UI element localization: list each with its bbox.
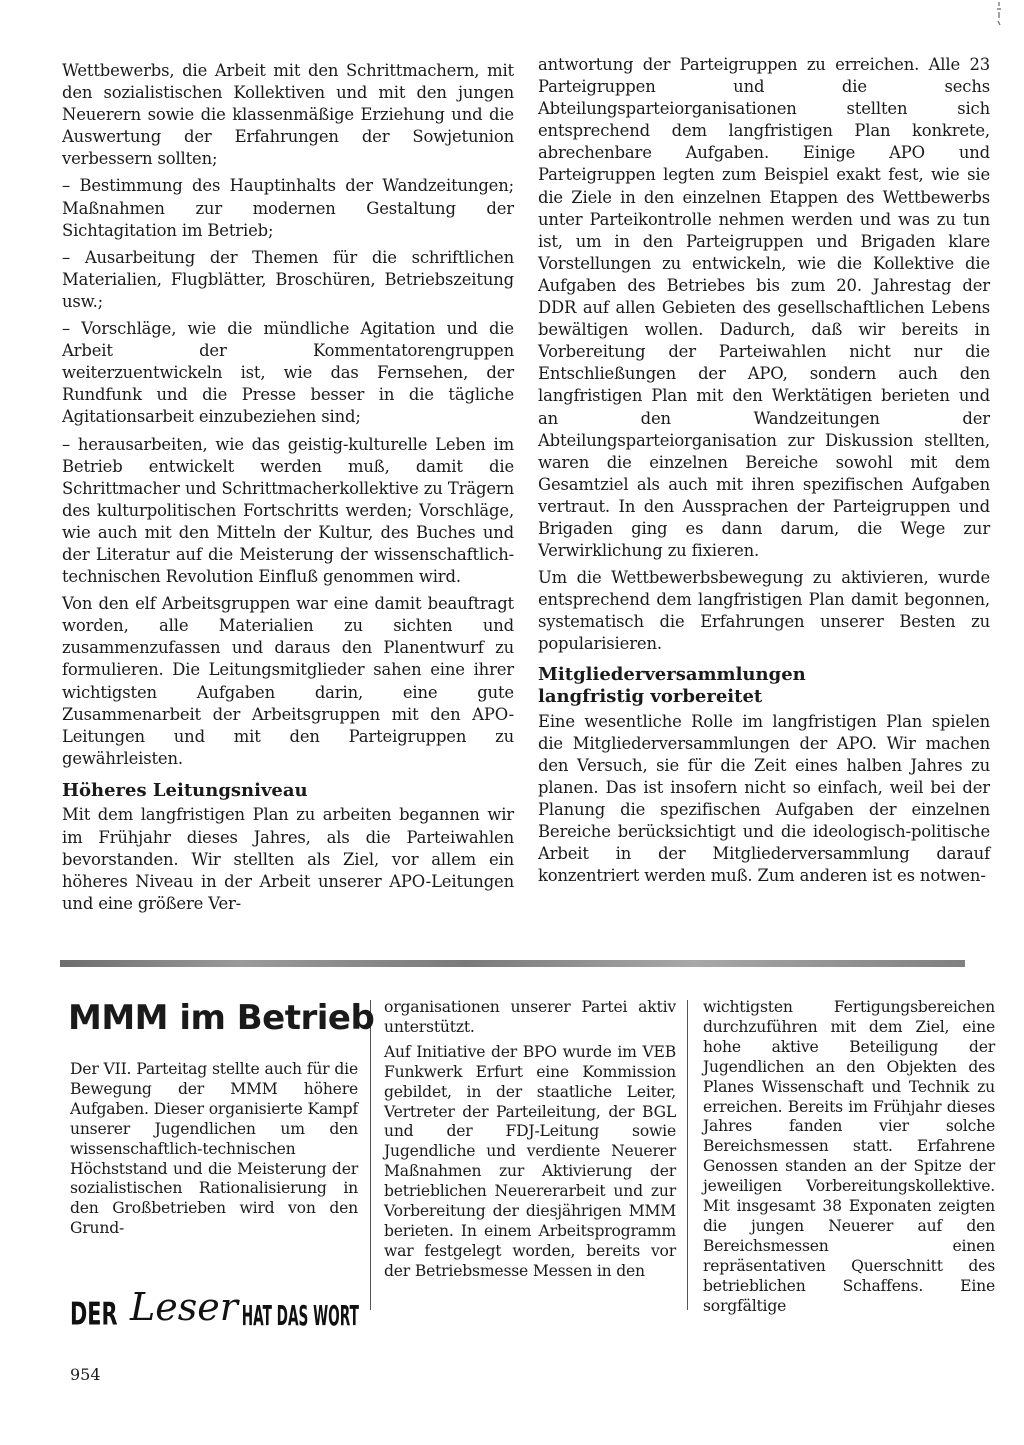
section-column-2 bbox=[384, 998, 676, 1282]
section-divider bbox=[60, 960, 965, 967]
scan-mark-icon bbox=[993, 0, 1005, 28]
paragraph: Mit dem langfristigen Plan zu arbeiten begannen wir im Frühjahr dieses Jahres, als die Parteiwahlen bevorstanden. Wir stellten als Ziel, vor allem ein höheres Niveau in der Arbeit unserer APO-Leitungen und eine größere Ver- bbox=[62, 805, 514, 913]
section-column-1 bbox=[70, 1060, 358, 1239]
logo-text-hat-das-wort: HAT DAS WORT bbox=[241, 1300, 359, 1333]
logo-text-leser: Leser bbox=[130, 1285, 238, 1329]
subheading-line: langfristig vorbereitet bbox=[538, 686, 763, 708]
paragraph: – Ausarbeitung der Themen für die schriftlichen Materialien, Flugblätter, Broschüren, Betriebszeitung usw.; bbox=[62, 247, 514, 311]
section-title: MMM im Betrieb bbox=[68, 998, 375, 1038]
paragraph: – herausarbeiten, wie das geistig-kulturelle Leben im Betrieb entwickelt werden muß, damit die Schrittmacher und Schrittmacherkollektive zu Trägern des kulturpolitischen Fortschritts werden; Vorschläge, wie auch mit den Mitteln der Kultur, des Buches und der Literatur auf die Meisterung der wissenschaftlich-technischen Revolution Einfluß genommen wird. bbox=[62, 434, 514, 587]
paragraph: Von den elf Arbeitsgruppen war eine damit beauftragt worden, alle Materialien zu sichten und zusammenzufassen und daraus den Planentwurf zu formulieren. Die Leitungsmitglieder sahen eine ihrer wichtigsten Aufgaben darin, eine gute Zusammenarbeit der Arbeitsgruppen mit den APO-Leitungen und mit den Parteigruppen zu gewährleisten. bbox=[62, 594, 514, 768]
paragraph: – Vorschläge, wie die mündliche Agitation und die Arbeit der Kommentatorengruppen weiterzuentwickeln ist, wie das Fernsehen, der Rundfunk und die Presse besser in die tägliche Agitationsarbeit einzubeziehen sind; bbox=[62, 319, 514, 427]
paragraph: Auf Initiative der BPO wurde im VEB Funkwerk Erfurt eine Kommission gebildet, in der staatliche Leiter, Vertreter der Parteileitung, der BGL und der FDJ-Leitung sowie Jugendliche und verdiente Neuerer Maßnahmen zur Aktivierung der betrieblichen Neuererarbeit und zur Vorbereitung der diesjährigen MMM berieten. In einem Arbeitsprogramm war festgelegt worden, bereits vor der Betriebsmesse Messen in den bbox=[384, 1042, 676, 1280]
subheading-line: Mitgliederversammlungen bbox=[538, 663, 806, 685]
logo-text-der: DER bbox=[70, 1296, 118, 1333]
leser-hat-das-wort-logo bbox=[70, 1280, 360, 1340]
paragraph: antwortung der Parteigruppen zu erreichen. Alle 23 Parteigruppen und die sechs Abteilungsparteiorganisationen stellten sich entsprechend dem langfristigen Plan konkrete, abrechenbare Aufgaben. Einige APO und Parteigruppen legten zum Beispiel exakt fest, wie sie die Ziele in den einzelnen Etappen des Wettbewerbs unter Parteikontrolle nehmen werden und was zu tun ist, um in den Parteigruppen und Brigaden klare Vorstellungen zu entwickeln, wie die Kollektive die Aufgaben des Betriebes bis zum 20. Jahrestag der DDR auf allen Gebieten des gesellschaftlichen Lebens bewältigen wollen. Dadurch, daß wir bereits in Vorbereitung der Parteiwahlen nicht nur die Entschließungen der APO, sondern auch den langfristigen Plan mit den Werktätigen berieten und an den Wandzeitungen der Abteilungsparteiorganisation zur Diskussion stellten, waren die einzelnen Bereiche sowohl mit dem Gesamtziel als auch mit ihren spezifischen Aufgaben vertraut. In den Aussprachen der Parteigruppen und Brigaden ging es dann darum, die Wege zur Verwirklichung zu fixieren. bbox=[538, 55, 990, 561]
section-column-3 bbox=[703, 998, 995, 1317]
column-rule bbox=[687, 1000, 688, 1310]
page-number: 954 bbox=[70, 1365, 101, 1384]
subheading: Höheres Leitungsniveau bbox=[62, 779, 308, 801]
paragraph: – Bestimmung des Hauptinhalts der Wandzeitungen; Maßnahmen zur modernen Gestaltung der Sichtagitation im Betrieb; bbox=[62, 176, 514, 240]
paragraph: Wettbewerbs, die Arbeit mit den Schrittmachern, mit den sozialistischen Kollektiven und mit den jungen Neuerern sowie die klassenmäßige Erziehung und die Auswertung der Erfahrungen der Sowjetunion verbessern sollten; bbox=[62, 61, 514, 169]
subheading bbox=[538, 664, 990, 709]
column-rule bbox=[370, 1000, 371, 1310]
paragraph: organisationen unserer Partei aktiv unterstützt. bbox=[384, 998, 676, 1036]
article-column-2 bbox=[538, 54, 990, 887]
paragraph: Um die Wettbewerbsbewegung zu aktivieren, wurde entsprechend dem langfristigen Plan damit begonnen, systematisch die Erfahrungen unserer Besten zu popularisieren. bbox=[538, 568, 990, 654]
paragraph: wichtigsten Fertigungsbereichen durchzuführen mit dem Ziel, eine hohe aktive Beteiligung der Jugendlichen an den Objekten des Planes Wissenschaft und Technik zu erreichen. Bereits im Frühjahr dieses Jahres fanden vier solche Bereichsmessen statt. Erfahrene Genossen standen an der Spitze der jeweiligen Vorbereitungskollektive. Mit insgesamt 38 Exponaten zeigten die jungen Neuerer auf den Bereichsmessen einen repräsentativen Querschnitt des betrieblichen Schaffens. Eine sorgfältige bbox=[703, 998, 995, 1315]
paragraph: Eine wesentliche Rolle im langfristigen Plan spielen die Mitgliederversammlungen der APO. Wir machen den Versuch, sie für die Zeit eines halben Jahres zu planen. Das ist insofern nicht so einfach, weil bei der Planung die spezifischen Aufgaben der einzelnen Bereiche berücksichtigt und die ideologisch-politische Arbeit in der Mitgliederversammlung darauf konzentriert werden muß. Zum anderen ist es notwen- bbox=[538, 711, 990, 886]
article-column-1 bbox=[62, 60, 514, 915]
paragraph: Der VII. Parteitag stellte auch für die Bewegung der MMM höhere Aufgaben. Dieser organisierte Kampf unserer Jugendlichen um den wissenschaftlich-technischen Höchststand und die Meisterung der sozialistischen Rationalisierung in den Großbetrieben wird von den Grund- bbox=[70, 1060, 358, 1238]
